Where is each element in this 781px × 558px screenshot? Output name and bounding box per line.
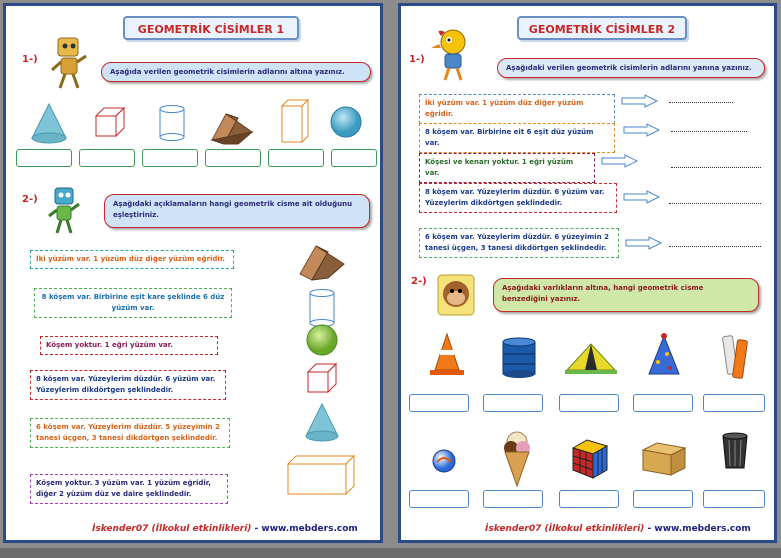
marble-icon [429,446,459,476]
clue-box: Köşesi ve kenarı yoktur. 1 eğri yüzüm var. [419,153,595,183]
party-hat-icon [643,332,685,380]
battery-icon [717,330,753,382]
worksheet-page-2 [398,3,777,543]
cardboard-box-icon [639,440,689,478]
instruction-bubble: Aşağıda verilen geometrik cisimlerin adlarını altına yazınız. [101,62,371,82]
answer-box[interactable] [79,149,135,167]
question-number: 2-) [22,194,38,205]
answer-box[interactable] [409,394,469,412]
worksheet-page-1 [3,3,383,543]
answer-box[interactable] [703,490,765,508]
arrow-right-icon [623,123,661,137]
page-title: GEOMETRİK CİSİMLER 2 [517,16,687,40]
answer-line[interactable] [669,102,733,103]
clue-box: Köşem yoktur. 1 eğri yüzüm var. [40,336,218,355]
cone-icon [28,102,70,146]
instruction-bubble: Aşağıdaki varlıkların altına, hangi geometrik cisme benzediğini yazınız. [493,278,759,312]
question-number: 1-) [409,54,425,65]
footer-author: İskender07 (İlkokul etkinlikleri) [92,524,252,534]
answer-box[interactable] [205,149,261,167]
answer-box[interactable] [559,490,619,508]
barrel-icon [499,336,539,380]
answer-box[interactable] [483,490,543,508]
clue-box: İki yüzüm var. 1 yüzüm düz diğer yüzüm eğridir. [419,94,615,124]
traffic-cone-icon [427,332,467,378]
bird-mascot-icon [431,26,473,82]
answer-box[interactable] [409,490,469,508]
cube-icon [304,362,340,396]
footer [485,524,751,534]
cube-icon [92,106,128,142]
instruction-bubble: Aşağıdaki verilen geometrik cisimlerin adlarını yanına yazınız. [497,58,765,78]
triangular-prism-icon [296,242,348,282]
answer-box[interactable] [633,394,693,412]
page-title: GEOMETRİK CİSİMLER 1 [123,16,299,40]
waste-bin-icon [719,430,751,472]
footer-site[interactable]: - www.mebders.com [644,524,751,534]
ice-cream-icon [497,430,537,488]
arrow-right-icon [623,190,661,204]
robot-mascot-icon [46,186,82,236]
answer-line[interactable] [669,246,761,247]
arrow-right-icon [625,236,663,250]
answer-box[interactable] [16,149,72,167]
tent-icon [563,340,619,376]
answer-line[interactable] [671,167,761,168]
question-number: 1-) [22,54,38,65]
answer-box[interactable] [331,149,377,167]
clue-box: 8 köşem var. Yüzeylerim düzdür. 6 yüzüm var. Yüzeylerim dikdörtgen şeklindedir. [419,183,617,213]
monkey-mascot-icon [437,274,475,316]
clue-box: Köşem yoktur. 3 yüzüm var. 1 yüzüm eğridir, diğer 2 yüzüm düz ve daire şeklindedir. [30,474,228,504]
cylinder-icon [156,104,188,142]
clue-box: 8 köşem var. Birbirine eit 6 eşit düz yüzüm var. [419,123,615,153]
answer-box[interactable] [703,394,765,412]
footer-author: İskender07 (İlkokul etkinlikleri) [485,524,645,534]
arrow-right-icon [621,94,659,108]
sphere-icon [304,324,340,358]
cone-icon [302,402,342,444]
clue-box: 8 köşem var. Yüzeylerim düzdür. 6 yüzüm var. Yüzeylerim dikdörtgen şeklindedir. [30,370,226,400]
robot-mascot-icon [48,34,92,92]
rectangular-prism-icon [284,454,358,496]
answer-line[interactable] [669,203,761,204]
question-number: 2-) [411,276,427,287]
answer-line[interactable] [671,131,747,132]
clue-box: 6 köşem var. Yüzeylerim düzdür. 5 yüzeyimin 2 tanesi üçgen, 3 tanesi dikdörtgen şeklindedir. [30,418,230,448]
footer-site[interactable]: - www.mebders.com [251,524,358,534]
answer-box[interactable] [559,394,619,412]
rubik-cube-icon [569,436,611,480]
clue-box: İki yüzüm var. 1 yüzüm düz diğer yüzüm eğridir. [30,250,234,269]
answer-box[interactable] [633,490,693,508]
cylinder-icon [306,288,338,328]
clue-box: 8 köşem var. Birbirine eşit kare şeklinde 6 düz yüzüm var. [34,288,232,318]
bottom-bar [0,548,781,558]
triangular-prism-icon [208,108,256,146]
rectangular-prism-icon [278,98,312,144]
answer-box[interactable] [142,149,198,167]
answer-box[interactable] [483,394,543,412]
answer-box[interactable] [268,149,324,167]
arrow-right-icon [601,154,639,168]
clue-box: 6 köşem var. Yüzeylerim düzdür. 6 yüzeyimin 2 tanesi üçgen, 3 tanesi dikdörtgen şeklindedir. [419,228,619,258]
instruction-bubble: Aşağıdaki açıklamaların hangi geometrik cisme ait olduğunu eşleştiriniz. [104,194,370,228]
footer [92,524,358,534]
sphere-icon [328,106,364,142]
